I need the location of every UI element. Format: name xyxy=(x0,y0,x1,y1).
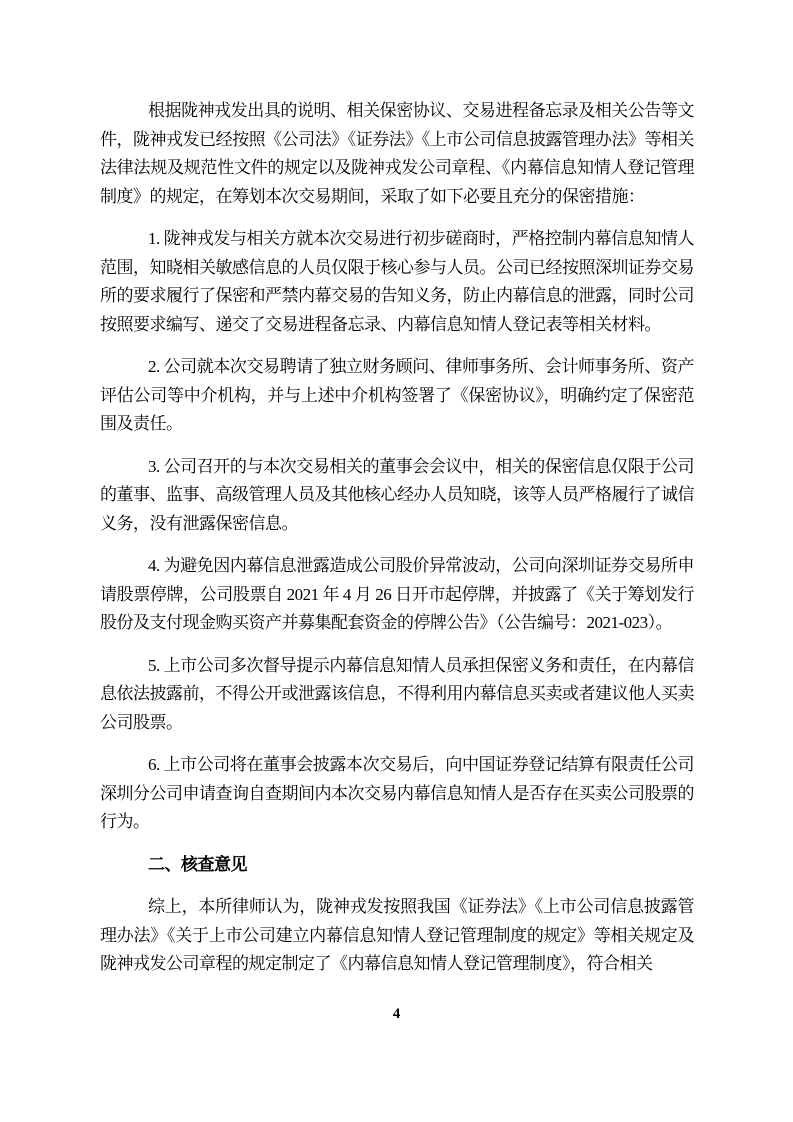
paragraph-intro: 根据陇神戎发出具的说明、相关保密协议、交易进程备忘录及相关公告等文件，陇神戎发已经按照《公司法》《证券法》《上市公司信息披露管理办法》等相关法律法规及规范性文件的规定以及陇神戎发公司章程、《内幕信息知情人登记管理制度》的规定，在筹划本次交易期间，采取了如下必要且充分的保密措施： xyxy=(100,101,694,206)
measure-item-3: 3. 公司召开的与本次交易相关的董事会会议中，相关的保密信息仅限于公司的董事、监事、高级管理人员及其他核心经办人员知晓，该等人员严格履行了诚信义务，没有泄露保密信息。 xyxy=(100,456,694,533)
measure-item-5: 5. 上市公司多次督导提示内幕信息知情人员承担保密义务和责任，在内幕信息依法披露前，不得公开或泄露该信息，不得利用内幕信息买卖或者建议他人买卖公司股票。 xyxy=(100,655,694,732)
paragraph-conclusion: 综上，本所律师认为，陇神戎发按照我国《证券法》《上市公司信息披露管理办法》《关于上市公司建立内幕信息知情人登记管理制度的规定》等相关规定及陇神戎发公司章程的规定制定了《内幕信息知情人登记管理制度》，符合相关 xyxy=(100,897,694,973)
measure-item-4: 4. 为避免因内幕信息泄露造成公司股价异常波动，公司向深圳证券交易所申请股票停牌，公司股票自 2021 年 4 月 26 日开市起停牌，并披露了《关于筹划发行股份及支付现金购买资产并募集配套资金的停牌公告》（公告编号：2021-023）。 xyxy=(100,556,694,632)
measure-item-6: 6. 上市公司将在董事会披露本次交易后，向中国证券登记结算有限责任公司深圳分公司申请查询自查期间内本次交易内幕信息知情人是否存在买卖公司股票的行为。 xyxy=(100,755,694,831)
measure-item-2: 2. 公司就本次交易聘请了独立财务顾问、律师事务所、会计师事务所、资产评估公司等中介机构，并与上述中介机构签署了《保密协议》，明确约定了保密范围及责任。 xyxy=(100,357,694,433)
page-content xyxy=(100,97,694,993)
page-number: 4 xyxy=(392,1006,401,1022)
measure-item-1: 1. 陇神戎发与相关方就本次交易进行初步磋商时，严格控制内幕信息知情人范围，知晓相关敏感信息的人员仅限于核心参与人员。公司已经按照深圳证券交易所的要求履行了保密和严禁内幕交易的告知义务，防止内幕信息的泄露，同时公司按照要求编写、递交了交易进程备忘录、内幕信息知情人登记表等相关材料。 xyxy=(100,229,694,334)
section-heading: 二、核查意见 xyxy=(148,854,247,874)
